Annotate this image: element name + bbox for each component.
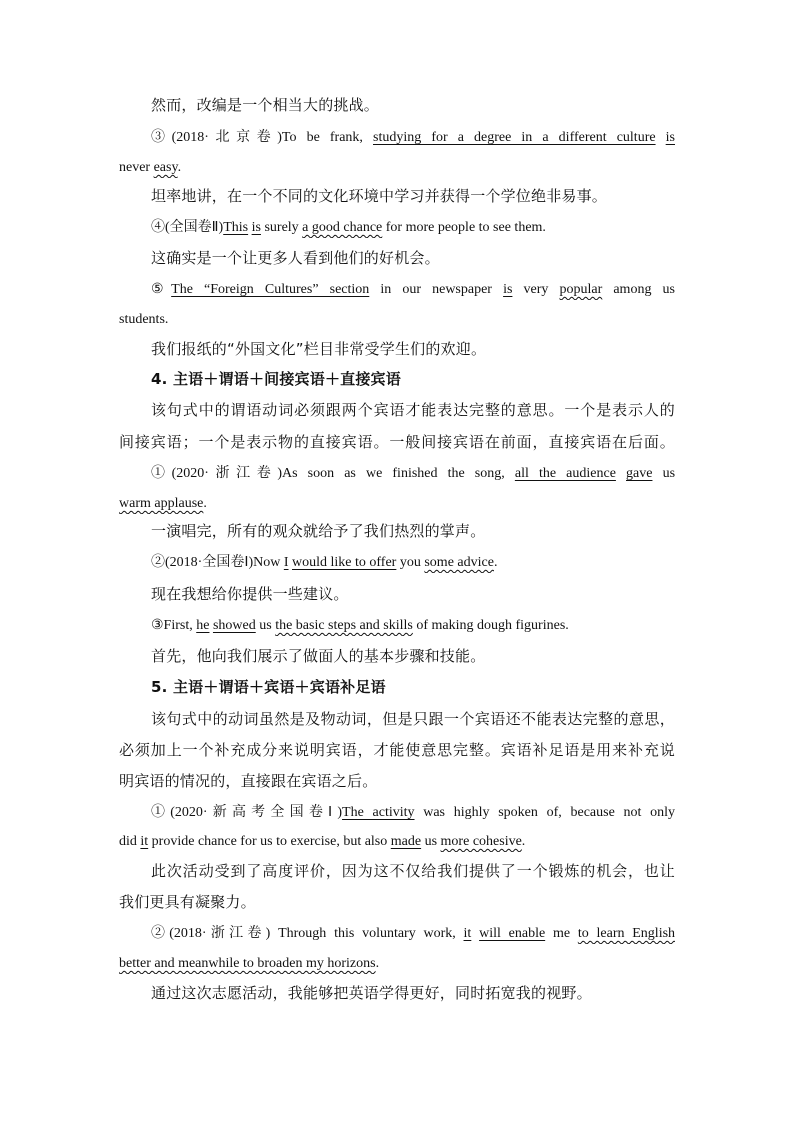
object-complement-underline: better and meanwhile to broaden my horizons [119, 956, 376, 971]
example-sentence-continued [119, 494, 675, 514]
example-sentence [151, 128, 675, 148]
example-sentence [151, 803, 675, 823]
paragraph-line: 该句式中的动词虽然是及物动词，但是只跟一个宾语还不能表达完整的意思， [151, 710, 675, 728]
subject-underline: I [283, 555, 289, 570]
direct-object-underline: warm applause [119, 496, 204, 511]
subject-underline: it [463, 926, 472, 941]
text-segment: you [399, 555, 421, 570]
example-sentence [151, 218, 675, 238]
example-sentence [151, 280, 675, 300]
example-sentence [151, 464, 675, 484]
text-segment: , because not only [558, 805, 675, 820]
text-segment: me [552, 926, 571, 941]
example-sentence [151, 553, 675, 573]
text-segment: did [119, 834, 141, 849]
translation-line: 然而，改编是一个相当大的挑战。 [151, 96, 380, 114]
translation-line: 此次活动受到了高度评价，因为这不仅给我们提供了一个锻炼的机会，也让 [151, 862, 675, 880]
subject-underline: he [196, 618, 210, 633]
text-segment: us [424, 834, 438, 849]
text-segment [656, 130, 666, 145]
example-sentence-continued [119, 954, 675, 974]
predicate-underline: is [503, 282, 513, 297]
text-segment: ①(2020·新高考全国卷Ⅰ) [151, 805, 343, 820]
paragraph-line: 必须加上一个补充成分来说明宾语，才能使意思完整。宾语补足语是用来补充说 [119, 741, 675, 759]
subject-underline: This [223, 220, 249, 235]
text-segment: for more people to see them. [382, 220, 546, 235]
predicate-underline: will enable [479, 926, 546, 941]
object-complement-underline: more cohesive [440, 834, 522, 849]
text-segment: was highly spoken of [423, 805, 559, 820]
example-sentence-continued [119, 158, 675, 178]
text-segment [616, 466, 626, 481]
predicate-underline: is [251, 220, 261, 235]
translation-line: 我们更具有凝聚力。 [119, 893, 256, 911]
text-segment: ③First, [151, 618, 197, 633]
translation-line: 现在我想给你提供一些建议。 [151, 585, 349, 603]
text-segment: ①(2020·浙江卷)As soon as we finished the song, [151, 466, 515, 481]
text-segment: for us to exercise, but also [236, 834, 391, 849]
subject-underline: studying for a degree in a different culture [373, 130, 656, 145]
text-segment: of making dough figurines. [412, 618, 569, 633]
text-segment: in our newspaper [369, 282, 504, 297]
text-segment: us [259, 618, 272, 633]
translation-line: 我们报纸的“外国文化”栏目非常受学生们的欢迎。 [151, 340, 487, 358]
predicate-underline: would like to offer [292, 555, 397, 570]
subject-underline: all the audience [514, 466, 616, 481]
example-sentence [151, 616, 675, 636]
translation-line: 坦率地讲，在一个不同的文化环境中学习并获得一个学位绝非易事。 [151, 187, 608, 205]
complement-underline: easy [153, 160, 178, 175]
paragraph-line: 明宾语的情况的，直接跟在宾语之后。 [119, 772, 378, 790]
paragraph-line: 该句式中的谓语动词必须跟两个宾语才能表达完整的意思。一个是表示人的 [151, 401, 675, 419]
text-segment: . [521, 834, 526, 849]
text-segment: ②(2018·全国卷Ⅰ)Now [151, 555, 284, 570]
text-segment: ⑤ [151, 282, 172, 297]
text-segment [545, 926, 553, 941]
text-segment: . [203, 496, 207, 511]
paragraph-line: 间接宾语；一个是表示物的直接宾语。一般间接宾语在前面，直接宾语在后面。 [119, 433, 675, 451]
text-segment: chance [197, 834, 237, 849]
text-segment: very [512, 282, 560, 297]
example-sentence [151, 924, 675, 944]
predicate-underline: made [390, 834, 422, 849]
example-sentence-continued: students. [119, 312, 169, 327]
text-segment: . [177, 160, 182, 175]
text-segment: ④(全国卷Ⅱ) [151, 220, 224, 235]
complement-underline: a good chance [302, 220, 383, 235]
text-segment: us [662, 466, 675, 481]
text-segment: provide [151, 834, 195, 849]
text-segment: ②(2018·浙江卷) Through this voluntary work, [151, 926, 464, 941]
translation-line: 首先，他向我们展示了做面人的基本步骤和技能。 [151, 647, 486, 665]
subject-underline: The activity [342, 805, 415, 820]
predicate-underline: gave [626, 466, 653, 481]
text-segment: never [119, 160, 154, 175]
text-segment: . [493, 555, 498, 570]
direct-object-underline: the basic steps and skills [275, 618, 413, 633]
object-complement-underline: to learn English [577, 926, 675, 941]
text-segment: surely [260, 220, 303, 235]
text-segment [471, 926, 479, 941]
text-segment [570, 926, 578, 941]
text-segment: . [375, 956, 380, 971]
complement-underline: popular [559, 282, 603, 297]
text-segment: ③(2018·北京卷)To be frank, [151, 130, 373, 145]
translation-line: 通过这次志愿活动，我能够把英语学得更好，同时拓宽我的视野。 [151, 984, 592, 1002]
translation-line: 这确实是一个让更多人看到他们的好机会。 [151, 249, 440, 267]
subject-underline: The “Foreign Cultures” section [171, 282, 370, 297]
predicate-underline: is [665, 130, 675, 145]
text-segment [415, 805, 424, 820]
subject-underline: it [140, 834, 149, 849]
section-heading: 4. 主语＋谓语＋间接宾语＋直接宾语 [151, 370, 401, 388]
text-segment [652, 466, 662, 481]
translation-line: 一演唱完，所有的观众就给予了我们热烈的掌声。 [151, 522, 486, 540]
example-sentence-continued [119, 832, 675, 852]
section-heading: 5. 主语＋谓语＋宾语＋宾语补足语 [151, 678, 386, 696]
text-segment: among us [602, 282, 675, 297]
direct-object-underline: some advice [424, 555, 494, 570]
predicate-underline: showed [212, 618, 256, 633]
